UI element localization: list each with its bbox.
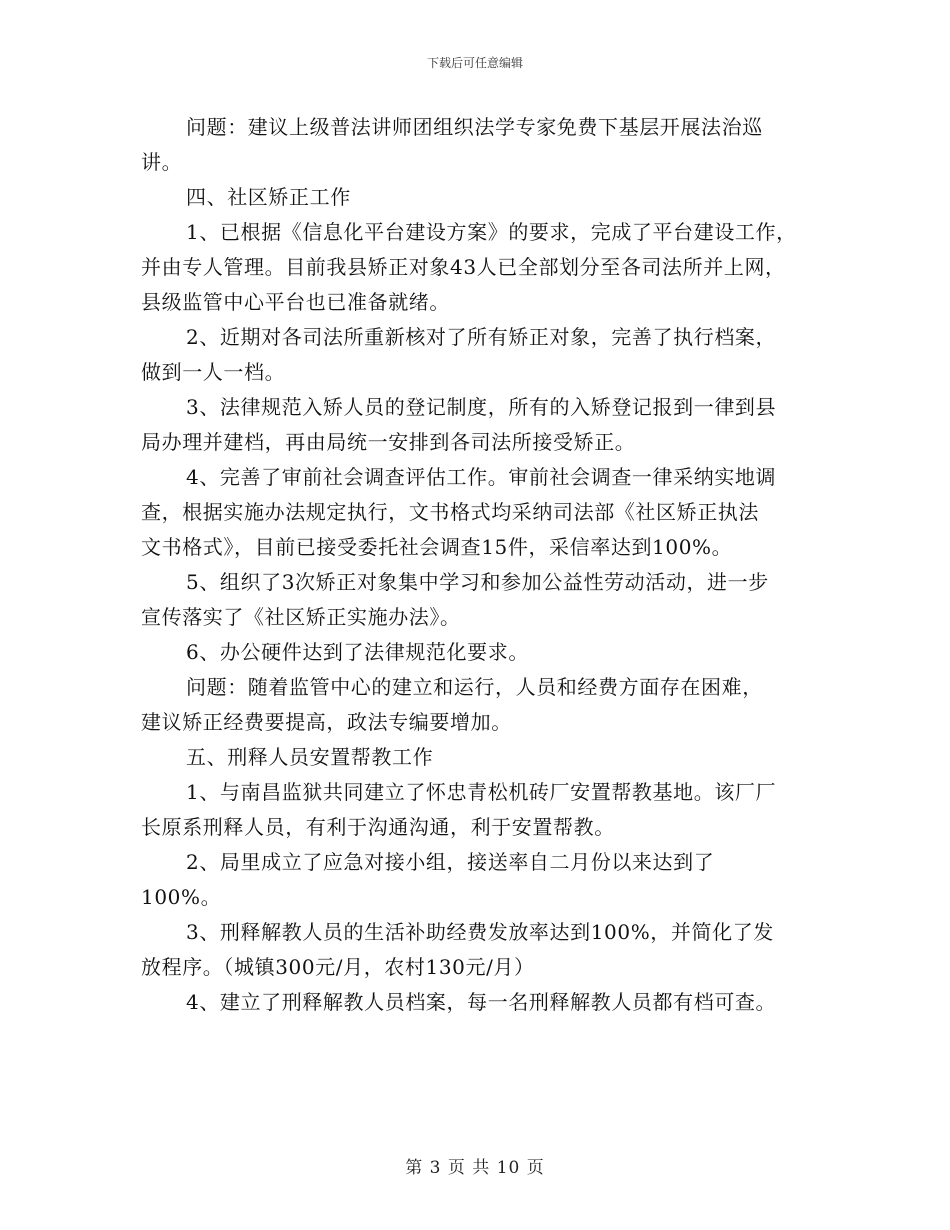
text-line: 查，根据实施办法规定执行，文书格式均采纳司法部《社区矫正执法 [141, 500, 759, 524]
text-line: 3、刑释解教人员的生活补助经费发放率达到100%，并简化了发 [186, 920, 774, 944]
text-line: 3、法律规范入矫人员的登记制度，所有的入矫登记报到一律到县 [186, 395, 777, 419]
text-line: 2、局里成立了应急对接小组，接送率自二月份以来达到了 [186, 850, 715, 874]
text-line: 宣传落实了《社区矫正实施办法》。 [141, 605, 461, 629]
text-line: 做到一人一档。 [141, 360, 286, 384]
text-line: 2、近期对各司法所重新核对了所有矫正对象，完善了执行档案， [186, 325, 777, 349]
text-line: 局办理并建档，再由局统一安排到各司法所接受矫正。 [141, 430, 636, 454]
text-line: 放程序。（城镇300元/月，农村130元/月） [141, 955, 535, 979]
text-line: 建议矫正经费要提高，政法专编要增加。 [141, 710, 512, 734]
text-line: 四、社区矫正工作 [186, 185, 351, 209]
text-line: 并由专人管理。目前我县矫正对象43人已全部划分至各司法所并上网， [141, 255, 786, 279]
text-line: 1、与南昌监狱共同建立了怀忠青松机砖厂安置帮教基地。该厂厂 [186, 780, 777, 804]
text-line: 问题：随着监管中心的建立和运行，人员和经费方面存在困难， [186, 675, 763, 699]
text-line: 长原系刑释人员，有利于沟通沟通，利于安置帮教。 [141, 815, 615, 839]
text-line: 4、建立了刑释解教人员档案，每一名刑释解教人员都有档可查。 [186, 990, 777, 1014]
text-line: 文书格式》，目前已接受委托社会调查15件，采信率达到100%。 [141, 535, 733, 559]
text-line: 县级监管中心平台也已准备就绪。 [141, 290, 450, 314]
text-line: 五、刑释人员安置帮教工作 [186, 745, 434, 769]
page-header: 下载后可任意编辑 [426, 56, 523, 70]
text-line: 5、组织了3次矫正对象集中学习和参加公益性劳动活动，进一步 [186, 570, 769, 594]
text-line: 问题：建议上级普法讲师团组织法学专家免费下基层开展法治巡 [186, 115, 763, 139]
text-line: 6、办公硬件达到了法律规范化要求。 [186, 640, 529, 664]
text-line: 4、完善了审前社会调查评估工作。审前社会调查一律采纳实地调 [186, 465, 777, 489]
text-line: 讲。 [141, 150, 183, 174]
document-body [141, 110, 806, 1020]
text-line: 100%。 [141, 885, 222, 909]
page-footer: 第 3 页 共 10 页 [405, 1158, 545, 1178]
text-line: 1、已根据《信息化平台建设方案》的要求，完成了平台建设工作， [186, 220, 797, 244]
